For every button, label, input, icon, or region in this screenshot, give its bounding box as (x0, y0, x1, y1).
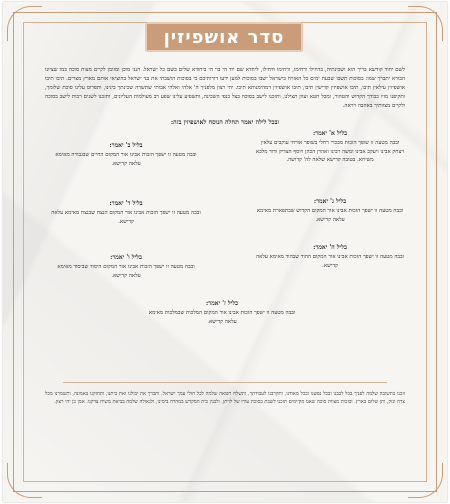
night-text: ובבה מטעה זו שופך הזכות מבכרי רחלי בשופר אורחי עוקבים עלאין ויצחק אבינו ויעקב אבינו ומשה רבינו ואהרן הכהן ויוסף הצדיק ודוד מלכא משיחא. בטובה קדישא שלאה לה' קדושה. (255, 140, 405, 164)
night-heading: בליל א' יאמר: (312, 130, 348, 137)
night-heading: בליל ה' יאמר: (313, 244, 347, 251)
night-7 (147, 300, 297, 326)
intro-paragraph: לשם יחוד קודשא בריך הוא ושכינתיה, בדחילו ורחימו, ורחימו ודחילו, ליחדא שם יוד הי בוי הי ביחודא שלים בשם כל ישראל. הנני מוכן ומזומן לקיים מצות סוכה כמו שציונו הבורא יתברך שמו: בסוכות תשבו שבעת ימים כל האזרח בישראל ישבו בסוכות למען ידעו דורותיכם כי בסוכות הושבתי את בני ישראל בהוציאי אותם מארץ מצרים. תיבו תיבו אושפיזין עילאין תיבו, תיבו אושפיזין קדישין תיבו, תיבו אושפיזין דמהימנותא תיבו. יהי רצון מלפניך ה' אלהי ואלהי אבותי שתשרה שכינתך בינינו, ותפרוס עלינו סוכת שלומך, ותקיפנו מזיו כבודך הקדוש והטהור, ומכל חטא ועוון תצילנו, ותזכנו לישב בסוכה בצל כנפי השכינה, ותשפיע עלינו שפע רב מעולמות העליונים, ותזכנו לשנים רבות לישב בסוכה ולקיים מצוותיך באהבה ויראה. (45, 67, 405, 109)
section-heading: ובכל לילה יאמר תחלה הנוסח לאושפיזין בזה: (170, 119, 280, 126)
corner-ornament-bottom-left (7, 463, 42, 498)
night-6 (51, 254, 201, 280)
nights-grid (45, 130, 405, 344)
night-heading: בליל ב' יאמר: (109, 142, 143, 149)
night-4 (51, 200, 201, 226)
night-5 (255, 244, 405, 270)
night-text: ובבה מטעה זו ישפך הזכות אבינו אור המקום החיים שבגבורה מאימא עלאה קדישא. (55, 152, 197, 167)
night-heading: בליל ג' יאמר: (313, 198, 347, 205)
night-3 (255, 198, 405, 224)
night-text: ובבה מטעה זו ישפך הזכות אבינו אור המקום היסוד שביסוד מאימא עלאה קדישא. (57, 264, 195, 279)
title-banner (145, 22, 303, 52)
night-text: ובבה מטעה זו ישפך הזכות אבינו אור המקום הנצח שבנצח מאימא עלאה קדישא. (51, 210, 201, 225)
corner-ornament-top-right (408, 6, 443, 41)
footer-paragraph: וזכנו בתשובה שלמה לפניך בכל לבבנו ובכל נפשנו ובכל מאודנו, ותקרבנו לעבודתך, ותשלח רפואה שלמה לכל חולי עמך ישראל, ותברך את יבולנו ואת ביתנו, ותחזקנו באמונה, ותשמרנו מכל צרה ונזק, ותן שלום בארץ. ובזכות מצוות סוכה שאנו מקיימים תזכנו לשבת בסוכת עורו של לויתן, ולבנין בית המקדש במהרה בימינו, ולגאולה שלמה בביאת משיח צדקנו. אמן כן יהי רצון. (45, 391, 405, 406)
night-heading: בליל ד' יאמר: (109, 200, 143, 207)
night-heading: בליל ו' יאמר: (110, 254, 142, 261)
night-text: ובבה מטעה זו ישפך הזכות אבינו אור המקום הקדוש שבתפארת מאימא עלאה קדישא. (256, 208, 404, 223)
document-page (3, 2, 447, 502)
night-text: ובבה מטעה זו ישפך הזכות אבינו אור המקום ההוד שבהוד מאימא עלאה קדישא. (255, 254, 405, 269)
corner-ornament-bottom-right (408, 463, 443, 498)
night-2 (51, 142, 201, 168)
night-heading: בליל ז' יאמר: (206, 300, 238, 307)
section-divider (63, 382, 387, 383)
night-text: ובבה מטעה זו ישפך הזכות אבינו אור המקום המלכות שבמלכות מאימא עלאה קדישא. (148, 310, 296, 325)
main-content (45, 66, 405, 344)
night-1 (255, 130, 405, 165)
page-title: סדר אושפיזין (163, 26, 285, 48)
